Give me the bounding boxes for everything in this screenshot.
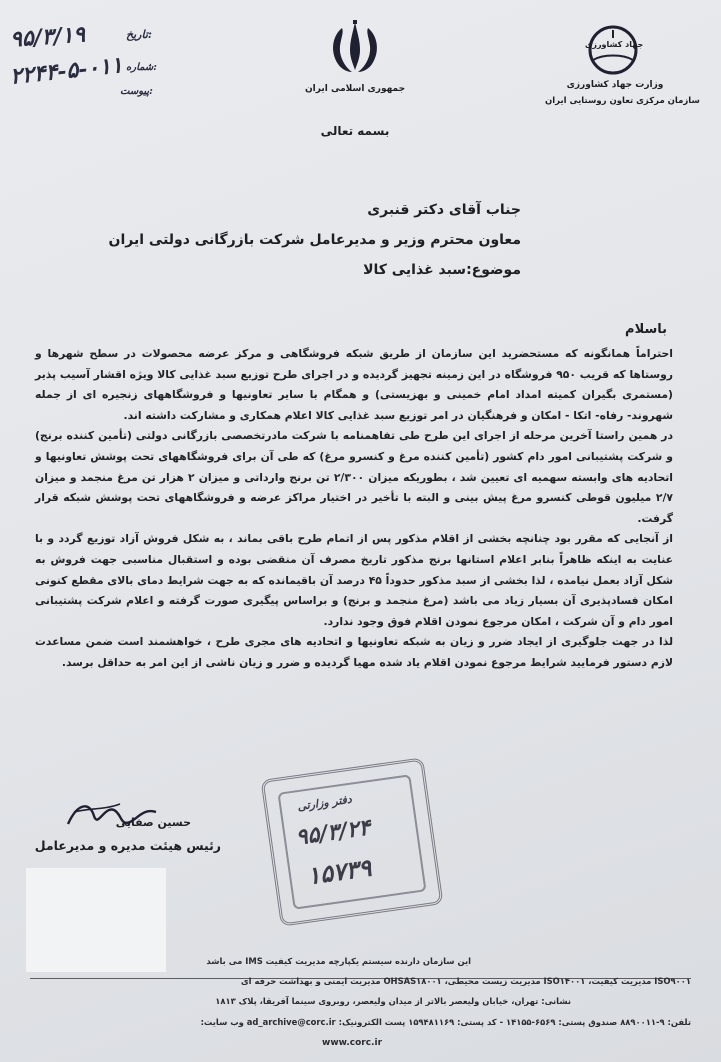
organization-label: سازمان مرکزی تعاون روستایی ایران <box>545 96 700 106</box>
addressee-name: جناب آقای دکتر قنبری <box>367 202 521 218</box>
number-value: ۲۲۴۴-۵-۰۱۱ <box>8 52 124 90</box>
footer-line-3: نشانی: تهران، خیابان ولیعصر بالاتر از میدان ولیعصر، روبروی سینما آفریقا، پلاک ۱۸۱۳ <box>215 996 571 1006</box>
emblem-icon <box>320 18 390 78</box>
attachment-label: پیوست: <box>120 86 153 97</box>
number-label: شماره: <box>126 62 157 73</box>
paragraph-4: لذا در جهت جلوگیری از ایجاد ضرر و زیان به شبکه تعاونیها و اتحادیه های مجری طرح ، خواهشمند است ضمن مساعدت لازم دستور فرمایید شرایط مرجوع نمودن اقلام یاد شده مهیا گردیده و ضرر و زیان ناشی از این امر به حداقل برسد. <box>35 635 673 669</box>
stamp-line-2: ۹۵/۳/۲۴ <box>294 814 373 851</box>
jahad-logo-icon <box>583 24 643 76</box>
greeting: باسلام <box>625 322 667 337</box>
stamp-line-1: دفتر وزارتی <box>296 792 353 814</box>
ministry-label: وزارت جهاد کشاورزی <box>566 80 664 90</box>
letter-body <box>35 344 673 674</box>
handwritten-registration <box>10 22 160 112</box>
invocation: بسمه تعالی <box>320 124 390 138</box>
paragraph-2: در همین راستا آخرین مرحله از اجرای این طرح طی تفاهمنامه با شرکت مادرتخصصی بازرگانی دولتی (تأمین کننده برنج) و شرکت پشتیبانی امور دام کشور (تأمین کننده مرغ و کنسرو مرغ) که طی آن برای فروشگاههای تحت پوشش تعاونیها و اتحادیه های وابسته سهمیه ای تعیین شد ، بطوریکه میزان ۲/۳۰۰ تن برنج وارداتی و میزان ۲ هزار تن مرغ منجمد و میزان ۲/۷ میلیون قوطی کنسرو مرغ پیش بینی و البته با تأخیر در اختیار مراکز عرضه و فروشگاههای تحت پوشش شبکه قرار گرفت. <box>35 429 673 525</box>
signer-name: حسین صفایی <box>115 816 191 829</box>
redacted-area <box>26 868 166 972</box>
jahad-mark-text: جهاد کشاورزی <box>585 40 644 49</box>
website-link[interactable]: www.corc.ir <box>322 1038 383 1048</box>
emblem-label: جمهوری اسلامی ایران <box>305 84 406 94</box>
paragraph-1: احتراماً همانگونه که مستحضرید این سازمان از طریق شبکه فروشگاهی و مرکز عرضه محصولات در سطح شهرها و روستاها که قریب ۹۵۰ فروشگاه در این زمینه تجهیز گردیده و در اجرای طرح توزیع سبد غذایی کالا ویژه اقشار آسیب پذیر (مستمری بگیران کمیته امداد امام خمینی و بهزیستی) و همگام با سایر تعاونیها و فروشگاههای زنجیره ای از جمله شهروند- رفاه- اتکا - امکان و فرهنگیان در امر توزیع سبد غذایی کالا اعلام همکاری و مشارکت داشته اند. <box>35 347 673 422</box>
receipt-stamp <box>260 757 443 926</box>
signer-title: رئیس هیئت مدیره و مدیرعامل <box>34 838 221 853</box>
jahad-logo <box>583 24 643 76</box>
footer-line-4: تلفن: ۹-۸۸۹۰۰۱۱ صندوق پستی: ۶۵۶۹-۱۴۱۵۵ - کد پستی: ۱۵۹۴۸۱۱۶۹ پست الکترونیک: ad_archive@corc.ir وب سایت: <box>200 1017 691 1027</box>
footer-line-2: ISO۹۰۰۱ مدیریت کیفیت، ISO۱۴۰۰۱ مدیریت زیست محیطی، OHSAS۱۸۰۰۱ مدیریت ایمنی و بهداشت حرفه ای <box>240 976 691 986</box>
stamp-line-3: ۱۵۷۳۹ <box>305 852 374 891</box>
date-value: ۹۵/۳/۱۹ <box>9 21 86 53</box>
addressee-title: معاون محترم وزیر و مدیرعامل شرکت بازرگانی دولتی ایران <box>108 232 521 248</box>
footer-line-1: این سازمان دارنده سیستم یکپارچه مدیریت کیفیت IMS می باشد <box>206 956 471 966</box>
subject-line: موضوع:سبد غذایی کالا <box>363 262 521 278</box>
iran-emblem <box>320 18 390 78</box>
date-label: تاریخ: <box>126 28 152 41</box>
paragraph-3: از آنجایی که مقرر بود چنانچه بخشی از اقلام مذکور پس از اتمام طرح باقی بماند ، به شکل فروش آزاد توزیع گردد و با عنایت به اینکه ظاهراً بنابر اعلام استانها برنج مذکور تاریخ مصرف آن منقضی بوده و استقبال مناسبی جهت فروش به شکل آزاد بعمل نیامده ، لذا بخشی از سبد مذکور حدوداً ۴۵ درصد آن باقیمانده که به جهت شرایط دمای بالای مقطع کنونی امکان فسادپذیری آن بسیار زیاد می باشد (مرغ منجمد و برنج) و براساس پیگیری صورت گرفته و اعلام شرکت پشتیبانی امور دام و آن شرکت ، امکان مرجوع نمودن اقلام فوق وجود ندارد. <box>35 532 674 628</box>
